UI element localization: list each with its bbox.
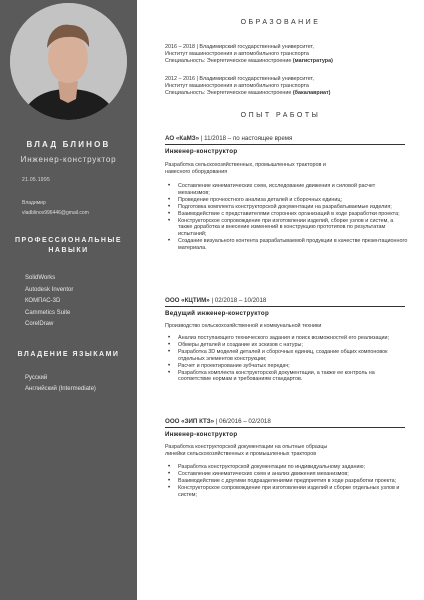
job-position: Ведущий инженер-конструктор <box>165 310 270 317</box>
education-line: Институт машиностроения и автомобильного транспорта <box>165 83 309 89</box>
duty-item: • Взаимодействие с другими подразделениями предприятия в ходе разработки проекта; <box>178 478 408 485</box>
duty-item: • Составление кинематических схем и анализ движения механизмов; <box>178 471 408 478</box>
education-line: 2016 – 2018 | Владимирский государственный университет, <box>165 44 314 50</box>
job-description <box>165 323 410 330</box>
email: vladblinov996446@gmail.com <box>22 210 89 216</box>
duty-item: • Расчет и проектирование зубчатых передач; <box>178 363 408 370</box>
duty-item: • Проведение прочностного анализа деталей и сборочных единиц; <box>178 197 408 204</box>
skill-item: Cammetics Suite <box>25 309 71 316</box>
job-header <box>165 297 410 304</box>
duty-item: • Разработка 3D моделей деталей и сборочных единиц, создание общих компоновок отдельных элементов конструкции; <box>178 349 408 363</box>
duty-item: • Разработка комплекта конструкторской документации, а также ее контроль на соответствие нормам и требованиям стандартов. <box>178 370 408 384</box>
skill-item: КОМПАС-3D <box>25 298 61 305</box>
duty-item: • Анализ поступающего технического задания и поиск возможностей его реализации; <box>178 335 408 342</box>
skills-title <box>0 236 137 256</box>
duty-item: • Обмеры деталей и создание их эскизов с натуры; <box>178 342 408 349</box>
job-period: | 06/2016 – 02/2018 <box>214 418 271 425</box>
person-photo-icon <box>10 3 127 120</box>
skill-item: Autodesk Inventor <box>25 286 74 293</box>
education-line: 2012 – 2016 | Владимирский государственный университет, <box>165 76 314 82</box>
education-entry <box>165 76 410 97</box>
degree-level: (бакалавриат) <box>292 90 331 96</box>
divider <box>165 306 405 307</box>
divider <box>165 144 405 145</box>
divider <box>165 427 405 428</box>
duty-item: • Создание визуального контента разрабатываемой продукции в качестве презентационного материала. <box>178 238 408 252</box>
job-period: | 11/2018 – по настоящее время <box>199 135 293 142</box>
duty-item: • Конструкторское сопровождение при изготовлении изделий, сборке узлов и систем, а также доработка и внесение изменений в конструкцию прототипов по результатам испытаний; <box>178 218 408 239</box>
duties-list <box>178 335 408 383</box>
job-description <box>165 444 410 458</box>
education-specialty <box>165 90 410 97</box>
job-header <box>165 418 410 425</box>
duty-item: • Подготовка комплекта конструкторской документации на разрабатываемые изделия; <box>178 204 408 211</box>
description-line: Производство сельскохозяйственной и коммунальной техники <box>165 323 322 329</box>
company-name: ООО «ЗИП КТЗ» <box>165 418 215 425</box>
avatar <box>10 3 127 120</box>
duty-item: • Составление кинематических схем, исследование движения и силовой расчет механизмов; <box>178 183 408 197</box>
description-line: Разработка сельскохозяйственных, промышленных тракторов и <box>165 162 326 168</box>
language-item: Английский (Intermediate) <box>25 385 96 392</box>
languages-title: ВЛАДЕНИЕ ЯЗЫКАМИ <box>17 351 120 358</box>
job-description <box>165 162 410 176</box>
degree-level: (магистратура) <box>292 58 333 64</box>
education-line: Институт машиностроения и автомобильного транспорта <box>165 51 309 57</box>
education-entry <box>165 44 410 65</box>
education-title: ОБРАЗОВАНИЕ <box>240 19 321 26</box>
job-header <box>165 135 410 142</box>
person-name: ВЛАД БЛИНОВ <box>26 140 111 149</box>
skills-title-line-2: НАВЫКИ <box>48 247 89 254</box>
job-period: | 02/2018 – 10/2018 <box>209 297 267 304</box>
experience-title: ОПЫТ РАБОТЫ <box>240 112 321 119</box>
education-specialty <box>165 58 410 65</box>
language-item: Русский <box>25 375 48 381</box>
languages-list <box>25 373 96 394</box>
specialty-text: Специальность: Энергетическое машиностроение <box>165 58 293 64</box>
sidebar <box>0 0 137 600</box>
skills-list <box>25 273 73 331</box>
specialty-text: Специальность: Энергетическое машиностроение <box>165 90 293 96</box>
description-line: навесного оборудования <box>165 169 228 175</box>
job-position: Инженер-конструктор <box>165 431 238 438</box>
description-line: линейки сельскохозяйственных и промышленных тракторов <box>165 451 317 457</box>
company-name: ООО «КЦТИМ» <box>165 297 210 304</box>
person-role: Инженер-конструктор <box>20 155 117 164</box>
description-line: Разработка конструкторской документации на опытные образцы <box>165 444 328 450</box>
job-position: Инженер-конструктор <box>165 148 238 155</box>
duty-item: • Взаимодействие с представителями сторонних организаций в ходе разработки проекта; <box>178 211 408 218</box>
city: Владимир <box>22 200 46 206</box>
skill-item: SolidWorks <box>25 275 56 281</box>
skills-title-line-1: ПРОФЕССИОНАЛЬНЫЕ <box>15 237 122 244</box>
duties-list <box>178 464 408 499</box>
skill-item: CorelDraw <box>25 321 54 328</box>
company-name: АО «КаМЗ» <box>165 135 200 142</box>
duty-item: • Разработка конструкторской документации по индивидуальному заданию; <box>178 464 408 471</box>
birth-date: 21.05.1995 <box>22 177 51 183</box>
duty-item: • Конструкторское сопровождение при изготовлении изделий и сборке отдельных узлов и систем; <box>178 485 408 499</box>
duties-list <box>178 183 408 252</box>
